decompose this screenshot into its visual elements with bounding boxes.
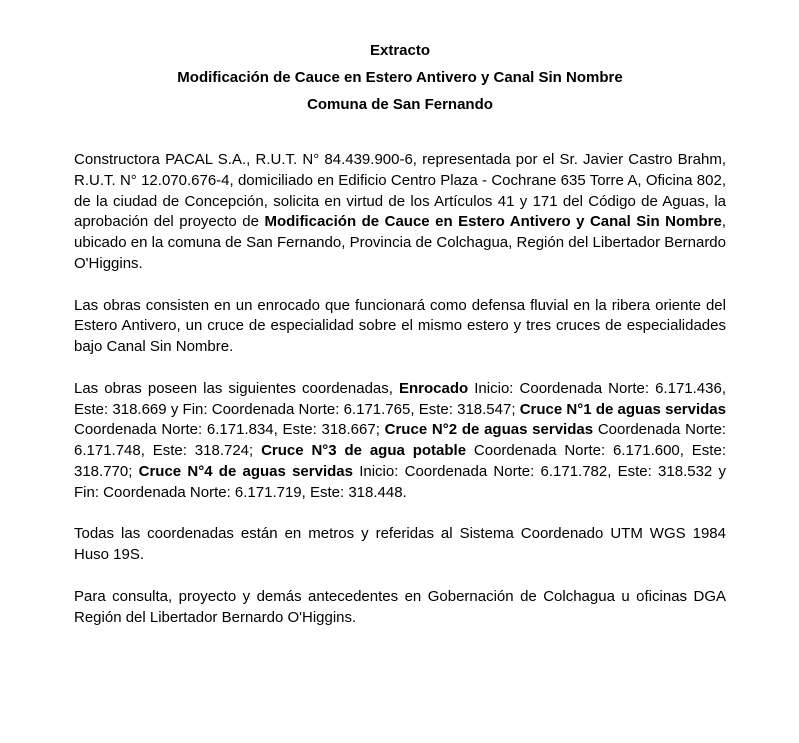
paragraph-applicant-text-2: , ubicado en la comuna de San Fernando, Provincia de Colchagua, Región del Libertador Bernardo O'Higgins. <box>74 213 726 272</box>
enrocado-label: Enrocado <box>399 379 469 397</box>
cruce-1-label: Cruce N°1 de aguas servidas <box>519 400 726 418</box>
cruce-3-label: Cruce N°3 de agua potable <box>261 442 467 460</box>
cruce-4-coordinates: Inicio: Coordenada Norte: 6.171.782, Este: 318.532 y Fin: Coordenada Norte: 6.171.719, Este: 318.448. <box>74 462 726 501</box>
document-subtitle: Modificación de Cauce en Estero Antivero y Canal Sin Nombre <box>177 69 623 86</box>
paragraph-applicant <box>74 150 726 275</box>
cruce-1-coordinates: Coordenada Norte: 6.171.834, Este: 318.667; <box>74 421 385 439</box>
paragraph-coordinate-system: Todas las coordenadas están en metros y referidas al Sistema Coordenado UTM WGS 1984 Huso 19S. <box>74 525 726 564</box>
paragraph-consultation: Para consulta, proyecto y demás antecedentes en Gobernación de Colchagua u oficinas DGA Región del Libertador Bernardo O'Higgins. <box>74 587 726 626</box>
cruce-4-label: Cruce N°4 de aguas servidas <box>138 462 353 480</box>
paragraph-coordinates <box>74 379 726 504</box>
coordinates-intro: Las obras poseen las siguientes coordenadas, <box>74 379 399 397</box>
paragraph-applicant-text-1: Constructora PACAL S.A., R.U.T. N° 84.439.900-6, representada por el Sr. Javier Castro Brahm, R.U.T. N° 12.070.676-4, domiciliado en Edificio Centro Plaza - Cochrane 635 Torre A, Oficina 802, de la ciudad de Concepción, solicita en virtud de los Artículos 41 y 171 del Código de Aguas, la aprobación del proyecto de <box>74 151 726 231</box>
cruce-2-coordinates: Coordenada Norte: 6.171.748, Este: 318.724; <box>74 421 726 460</box>
paragraph-works-description: Las obras consisten en un enrocado que funcionará como defensa fluvial en la ribera oriente del Estero Antivero, un cruce de especialidad sobre el mismo estero y tres cruces de especialidades bajo Canal Sin Nombre. <box>74 296 726 356</box>
enrocado-coordinates: Inicio: Coordenada Norte: 6.171.436, Este: 318.669 y Fin: Coordenada Norte: 6.171.765, Este: 318.547; <box>74 379 726 418</box>
document-page <box>74 37 726 628</box>
cruce-3-coordinates: Coordenada Norte: 6.171.600, Este: 318.770; <box>74 442 726 480</box>
cruce-2-label: Cruce N°2 de aguas servidas <box>384 421 594 439</box>
document-commune: Comuna de San Fernando <box>307 96 493 113</box>
document-title: Extracto <box>369 42 431 59</box>
project-name-bold: Modificación de Cauce en Estero Antivero y Canal Sin Nombre <box>264 213 722 231</box>
